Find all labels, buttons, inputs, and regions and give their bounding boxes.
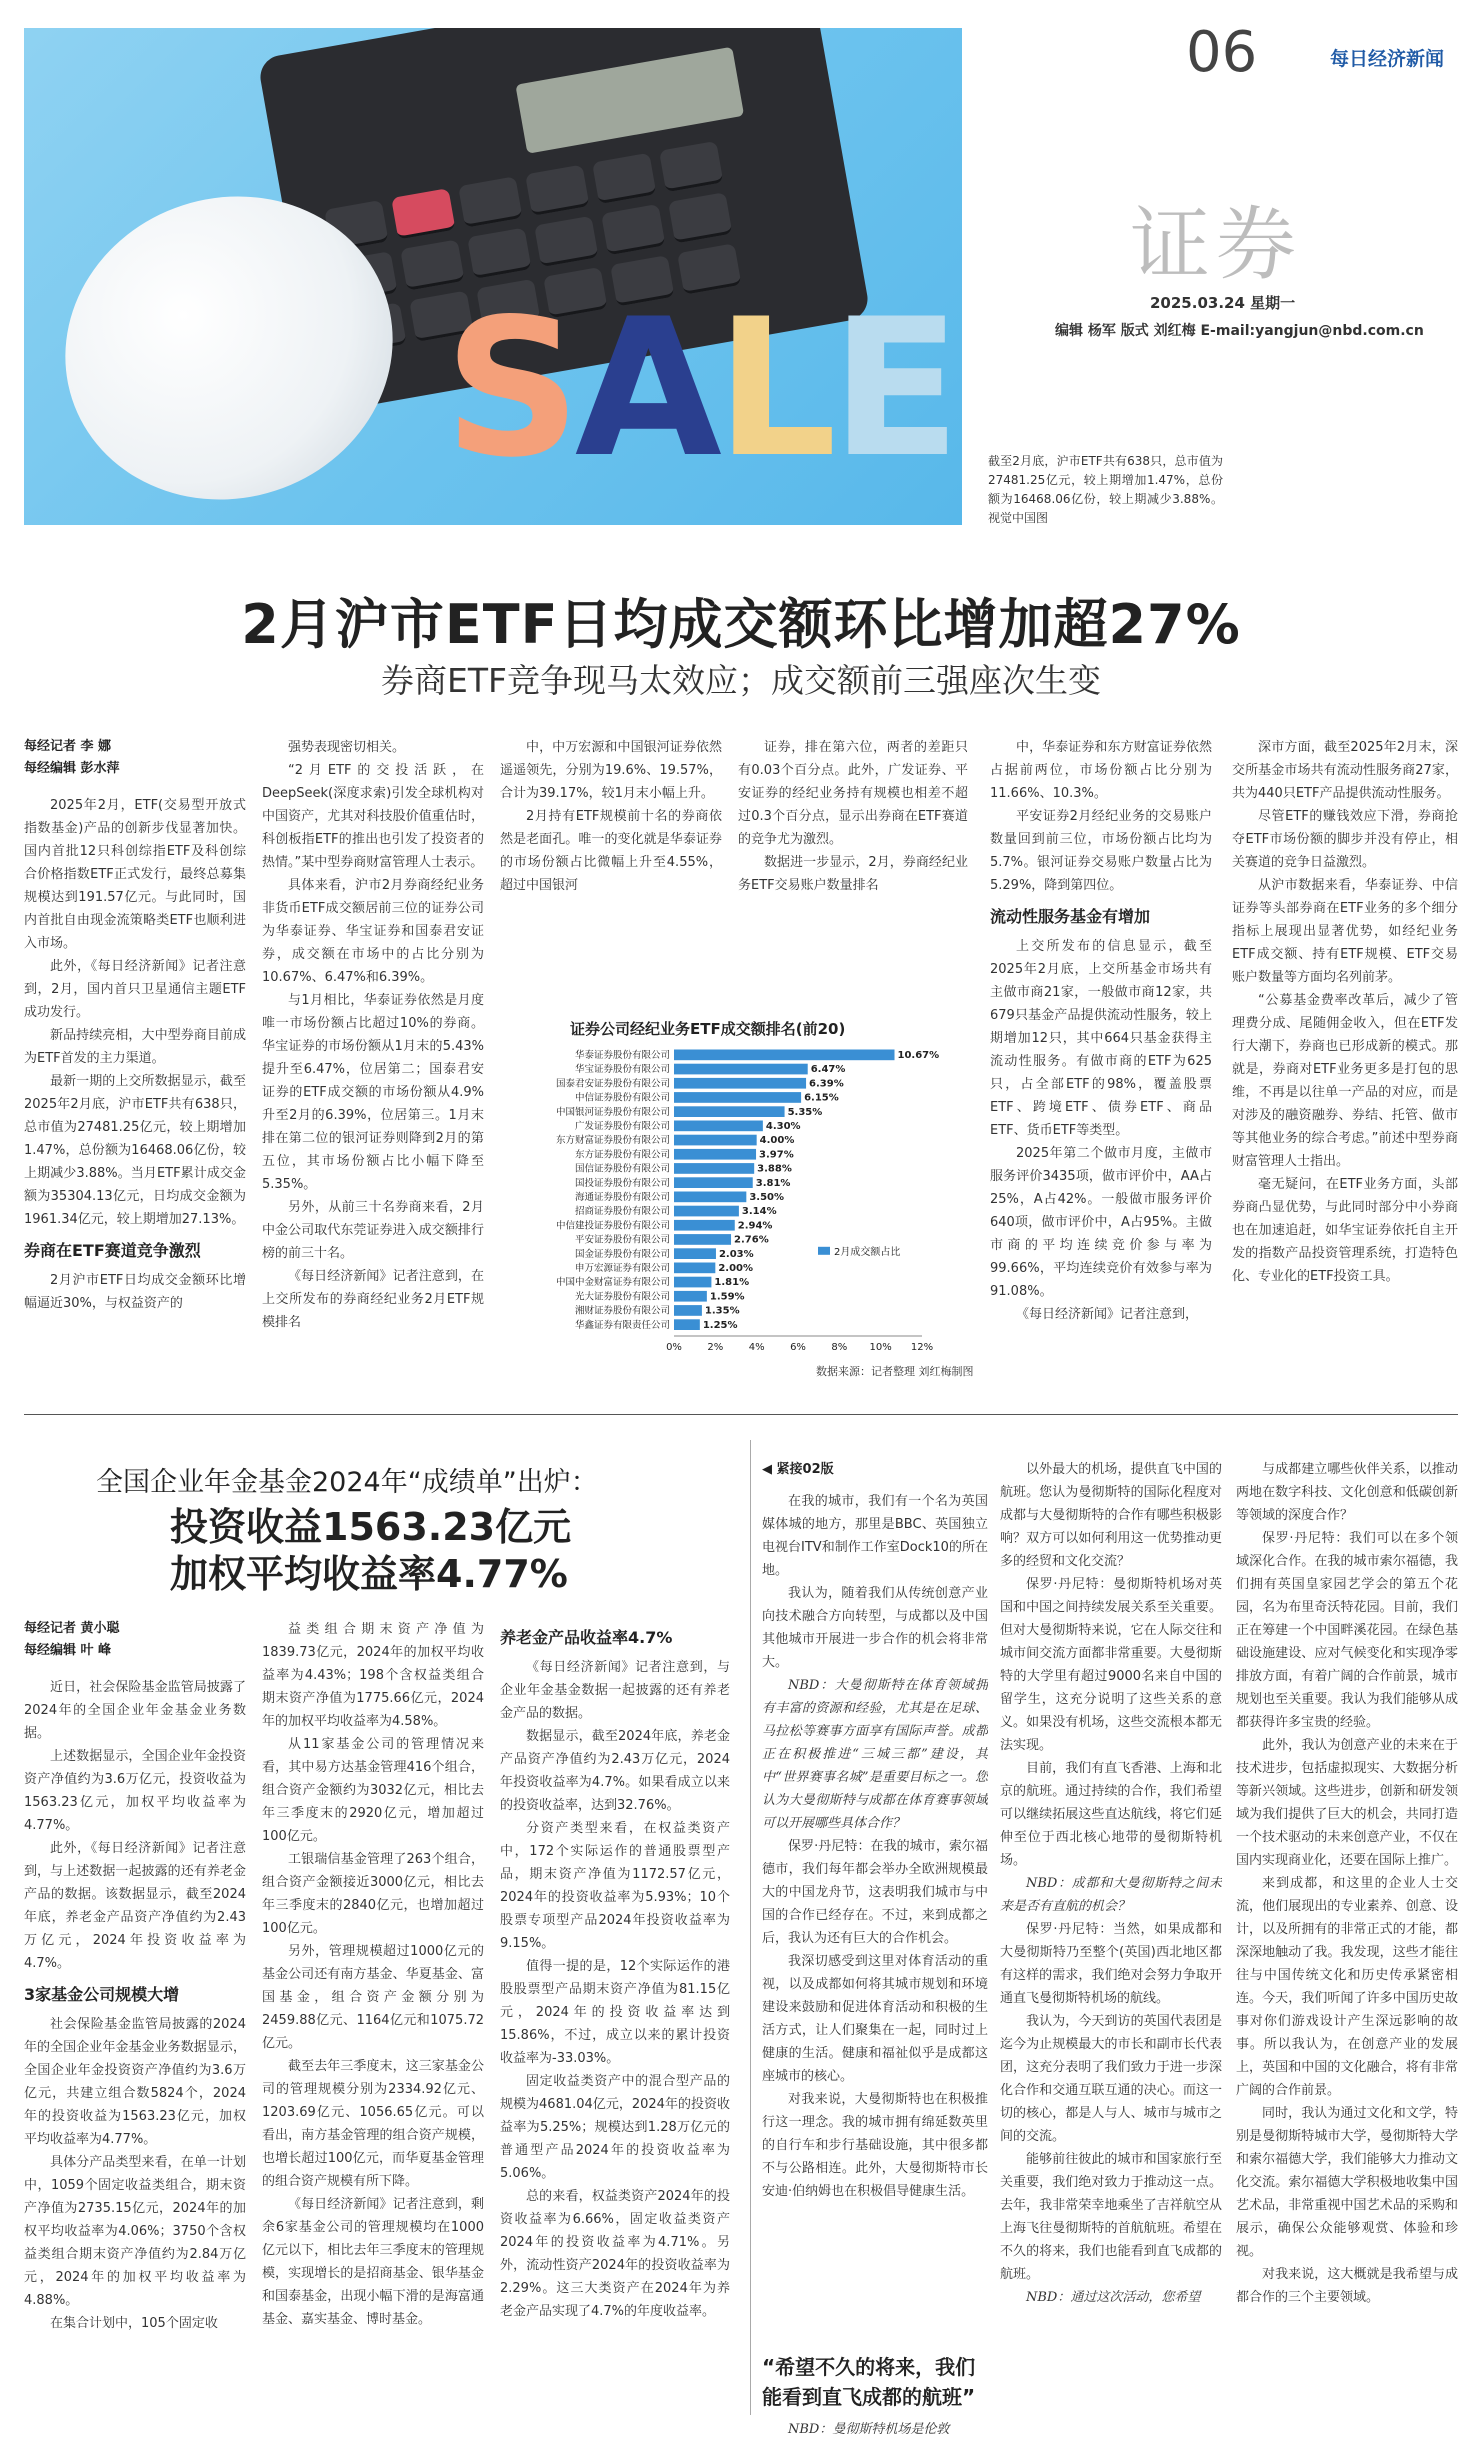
category-label: 国金证券股份有限公司 bbox=[574, 1248, 670, 1260]
bar bbox=[674, 1263, 715, 1274]
data-label: 3.97% bbox=[759, 1149, 794, 1161]
paragraph: 保罗·丹尼特：在我的城市，索尔福德市，我们每年都会举办全欧洲规模最大的中国龙舟节，这表明我们城市与中国的合作已经存在。不过，来到成都之后，我认为还有巨大的合作机会。 bbox=[762, 1839, 988, 1946]
category-label: 中国中金财富证券有限公司 bbox=[555, 1277, 670, 1289]
paragraph: 社会保险基金监管局披露的2024年的全国企业年金基金业务数据显示，全国企业年金投资资产净值约为3.6万亿元，共建立组合数5824个，2024年的投资收益为1563.23亿元，加权平均收益率为4.77%。 bbox=[24, 2017, 246, 2147]
category-label: 中国银河证券股份有限公司 bbox=[555, 1106, 670, 1118]
bar bbox=[674, 1206, 739, 1217]
bar bbox=[674, 1177, 753, 1188]
category-label: 中信证券股份有限公司 bbox=[574, 1092, 670, 1104]
paragraph: 对我来说，这大概就是我希望与成都合作的三个主要领域。 bbox=[1236, 2267, 1458, 2305]
paragraph: 强势表现密切相关。 bbox=[288, 740, 406, 755]
category-label: 东方证券股份有限公司 bbox=[574, 1149, 670, 1161]
data-label: 6.47% bbox=[810, 1064, 846, 1076]
data-label: 6.39% bbox=[809, 1078, 844, 1090]
paragraph: 固定收益类资产中的混合型产品的规模为4681.04亿元，2024年的投资收益率为5.25%；规模达到1.28万亿元的普通型产品2024年的投资收益率为5.06%。 bbox=[500, 2074, 730, 2181]
byline-reporter: 每经记者 李 娜 bbox=[24, 739, 112, 754]
paragraph: 2月持有ETF规模前十名的券商依然是老面孔。唯一的变化就是华泰证券的市场份额占比微幅上升至4.55%，超过中国银河 bbox=[500, 809, 722, 893]
data-label: 2.94% bbox=[737, 1220, 773, 1232]
bar bbox=[674, 1106, 785, 1117]
paragraph: 与1月相比，华泰证券依然是月度唯一市场份额占比超过10%的券商。华宝证券的市场份额从1月末的5.43%提升至6.47%，位居第二；国泰君安证券的ETF成交额的市场份额从4.9%升至2月的6.39%，位居第三。1月末排在第二位的银河证券则降到2月的第五位，其市场份额占比小幅下降至5.35%。 bbox=[262, 993, 484, 1192]
paragraph: 中，中万宏源和中国银河证券依然遥遥领先，分别为19.6%、19.57%，合计为39.17%，较1月末小幅上升。 bbox=[500, 740, 722, 801]
paragraph: 以外最大的机场，提供直飞中国的航班。您认为曼彻斯特的国际化程度对成都与大曼彻斯特的合作有哪些积极影响？双方可以如何利用这一优势推动更多的经贸和文化交流？ bbox=[1000, 1462, 1222, 1569]
paragraph: 我深切感受到这里对体育活动的重视，以及成都如何将其城市规划和环境建设来鼓励和促进体育活动和积极的生活方式，让人们聚集在一起，同时过上健康的生活。健康和福祉似乎是成都这座城市的核心。 bbox=[762, 1954, 988, 2084]
category-label: 光大证券股份有限公司 bbox=[574, 1291, 670, 1303]
paragraph: 上述数据显示，全国企业年金投资资产净值约为3.6万亿元，投资收益为1563.23亿元，加权平均收益率为4.77%。 bbox=[24, 1749, 246, 1833]
story-column-5 bbox=[990, 736, 1212, 1396]
pull-quote: “希望不久的将来，我们能看到直飞成都的航班” bbox=[762, 2355, 976, 2409]
bar bbox=[674, 1092, 801, 1103]
lower-column-1 bbox=[24, 1618, 246, 2418]
lower-column-4-end: NBD：曼彻斯特机场是伦敦 bbox=[788, 2422, 950, 2437]
lower-column-6 bbox=[1236, 1458, 1458, 2418]
legend-label: 2月成交额占比 bbox=[834, 1246, 901, 1258]
sale-letters: SALE bbox=[444, 278, 955, 499]
paragraph: 总的来看，权益类资产2024年的投资收益率为6.66%，固定收益类资产2024年的投资收益率为4.71%。另外，流动性资产2024年的投资收益率为2.29%。这三大类资产在2024年为养老金产品实现了4.7%的年度收益率。 bbox=[500, 2189, 730, 2319]
bar bbox=[674, 1078, 806, 1089]
paragraph: “2月ETF的交投活跃，在DeepSeek(深度求索)引发全球机构对中国资产，尤其对科技股价值重估时，科创板指ETF的推出也引发了投资者的热情。”某中型券商财富管理人士表示。 bbox=[262, 763, 484, 870]
sale-photo bbox=[24, 28, 962, 525]
data-label: 3.81% bbox=[755, 1177, 791, 1189]
story-column-1 bbox=[24, 736, 246, 1396]
paragraph: 具体分产品类型来看，在单一计划中，1059个固定收益类组合，期末资产净值为2735.15亿元，2024年的加权平均收益率为4.06%；3750个含权益类组合期末资产净值约为2.84万亿元，2024年的加权平均收益率为4.88%。 bbox=[24, 2155, 246, 2308]
paragraph: 从沪市数据来看，华泰证券、中信证券等头部券商在ETF业务的多个细分指标上展现出显著优势，如经纪业务ETF成交额、持有ETF规模、ETF交易账户数量等方面均名列前茅。 bbox=[1232, 878, 1458, 985]
category-label: 平安证券股份有限公司 bbox=[574, 1234, 670, 1246]
bar bbox=[674, 1192, 746, 1203]
paragraph: 近日，社会保险基金监管局披露了2024年的全国企业年金基金业务数据。 bbox=[24, 1680, 246, 1741]
bar bbox=[674, 1248, 716, 1259]
data-label: 1.59% bbox=[709, 1291, 745, 1303]
byline-reporter: 每经记者 黄小聪 bbox=[24, 1621, 120, 1636]
category-label: 湘财证券股份有限公司 bbox=[574, 1305, 670, 1317]
category-label: 华鑫证券有限责任公司 bbox=[574, 1319, 670, 1331]
paragraph: 数据显示，截至2024年底，养老金产品资产净值约为2.43万亿元，2024年投资收益率为4.7%。如果看成立以来的投资收益率，达到32.76%。 bbox=[500, 1729, 730, 1813]
data-label: 3.50% bbox=[749, 1192, 785, 1203]
byline-editor: 每经编辑 彭水萍 bbox=[24, 761, 120, 776]
paragraph: 《每日经济新闻》记者注意到，与企业年金基金数据一起披露的还有养老金产品的数据。 bbox=[500, 1660, 730, 1721]
data-label: 3.88% bbox=[757, 1163, 792, 1175]
paragraph: 从11家基金公司的管理情况来看，其中易方达基金管理416个组合，组合资产金额约为3032亿元，相比去年三季度末的2920亿元，增加超过100亿元。 bbox=[262, 1737, 484, 1844]
paragraph: 数据进一步显示，2月，券商经纪业务ETF交易账户数量排名 bbox=[738, 855, 968, 893]
section-title: 证券 bbox=[1130, 198, 1302, 291]
paragraph: 2025年第二个做市月度，主做市服务评价3435项，做市评价中，AA占25%，A占42%。一般做市服务评价640项，做市评价中，A占95%。主做市商的平均连续竞价参与率为99.66%，平均连续竞价有效参与率为91.08%。 bbox=[990, 1146, 1212, 1299]
tick-label: 4% bbox=[748, 1342, 765, 1353]
bar bbox=[674, 1135, 757, 1146]
paragraph: 同时，我认为通过文化和文学，特别是曼彻斯特城市大学，曼彻斯特大学和索尔福德大学，我们能够大力推动文化交流。索尔福德大学积极地收集中国艺术品，非常重视中国艺术品的采购和展示，确保公众能够观赏、体验和珍视。 bbox=[1236, 2106, 1458, 2259]
tick-label: 10% bbox=[869, 1342, 892, 1353]
paragraph: 另外，从前三十名券商来看，2月中金公司取代东莞证券进入成交额排行榜的前三十名。 bbox=[262, 1200, 484, 1261]
subsection-title: 券商在ETF赛道竞争激烈 bbox=[24, 1241, 201, 1260]
paragraph: 在我的城市，我们有一个名为英国媒体城的地方，那里是BBC、英国独立电视台ITV和制作工作室Dock10的所在地。 bbox=[762, 1494, 988, 1578]
category-label: 华宝证券股份有限公司 bbox=[574, 1064, 670, 1076]
photo-caption: 截至2月底，沪市ETF共有638只，总市值为27481.25亿元，较上期增加1.47%，总份额为16468.06亿份，较上期减少3.88%。 视觉中国图 bbox=[988, 454, 1223, 525]
paragraph: 此外，我认为创意产业的未来在于技术进步，包括虚拟现实、大数据分析等新兴领域。这些进步，创新和研发领域为我们提供了巨大的机会，共同打造一个技术驱动的未来创意产业，不仅在国内实现商业化，还要在国际上推广。 bbox=[1236, 1738, 1458, 1868]
page-number: 06 bbox=[1186, 20, 1258, 85]
data-label: 1.81% bbox=[714, 1277, 750, 1289]
dateline: 2025.03.24 星期一 bbox=[1150, 294, 1296, 312]
data-label: 2.03% bbox=[718, 1248, 754, 1260]
paragraph: 我认为，随着我们从传统创意产业向技术融合方向转型，与成都以及中国其他城市开展进一步合作的机会将非常大。 bbox=[762, 1586, 988, 1670]
paragraph: 最新一期的上交所数据显示，截至2025年2月底，沪市ETF共有638只，总市值为27481.25亿元，较上期增加1.47%，总份额为16468.06亿份，较上期减少3.88%。当月ETF累计成交金额为35304.13亿元，日均成交金额为1961.34亿元，较上期增加27.13%。 bbox=[24, 1074, 246, 1227]
paragraph: 保罗·丹尼特：我们可以在多个领域深化合作。在我的城市索尔福德，我们拥有英国皇家园艺学会的第五个花园，名为布里奇沃特花园。目前，我们正在筹建一个中国畔溪花园。在绿色基础设施建设、应对气候变化和实现净零排放方面，有着广阔的合作前景，城市规划也至关重要。我认为我们能够从成都获得许多宝贵的经验。 bbox=[1236, 1531, 1458, 1730]
bar bbox=[674, 1050, 895, 1061]
tick-label: 8% bbox=[831, 1342, 848, 1353]
paragraph: 2025年2月，ETF(交易型开放式指数基金)产品的创新步伐显著加快。国内首批12只科创综指ETF及科创综合价格指数ETF正式发行，最终总募集规模达到191.57亿元。与此同时，国内首批自由现金流策略类ETF也顺利进入市场。 bbox=[24, 798, 246, 951]
story-column-2 bbox=[262, 736, 484, 1396]
story-column-3 bbox=[500, 736, 722, 1014]
category-label: 招商证券股份有限公司 bbox=[574, 1206, 670, 1218]
lower-column-2 bbox=[262, 1618, 484, 2418]
paragraph: 在集合计划中，105个固定收 bbox=[50, 2316, 218, 2331]
paragraph: 我认为，今天到访的英国代表团是迄今为止规模最大的市长和副市长代表团，这充分表明了我们致力于进一步深化合作和交通互联互通的决心。而这一切的核心，都是人与人、城市与城市之间的交流。 bbox=[1000, 2014, 1222, 2144]
column-divider bbox=[750, 1440, 751, 2415]
data-label: 6.15% bbox=[804, 1092, 839, 1104]
category-label: 广发证券股份有限公司 bbox=[574, 1121, 670, 1132]
data-label: 2.76% bbox=[734, 1234, 769, 1246]
paragraph: 截至去年三季度末，这三家基金公司的管理规模分别为2334.92亿元、1203.69亿元、1056.65亿元。可以看出，南方基金管理的组合资产规模，也增长超过100亿元，而华夏基金管理的组合资产规模有所下降。 bbox=[262, 2059, 484, 2189]
tick-label: 6% bbox=[790, 1342, 806, 1353]
data-label: 2.00% bbox=[718, 1263, 754, 1274]
paragraph: 尽管ETF的赚钱效应下滑，券商抢夺ETF市场份额的脚步并没有停止，相关赛道的竞争日益激烈。 bbox=[1232, 809, 1458, 870]
paragraph: 2月沪市ETF日均成交金额环比增幅逼近30%，与权益资产的 bbox=[24, 1273, 246, 1311]
lower-kicker: 全国企业年金基金2024年“成绩单”出炉： bbox=[96, 1467, 598, 1498]
etf-ranking-chart bbox=[502, 1042, 982, 1362]
paragraph: 工银瑞信基金管理了263个组合，组合资产金额接近3000亿元，相比去年三季度末的2840亿元，也增加超过100亿元。 bbox=[262, 1852, 484, 1936]
bar bbox=[674, 1319, 700, 1330]
paragraph: 值得一提的是，12个实际运作的港股股票型产品期末资产净值为81.15亿元，2024年的投资收益率达到15.86%，不过，成立以来的累计投资收益率为-33.03%。 bbox=[500, 1959, 730, 2066]
paragraph: 来到成都，和这里的企业人士交流，他们展现出的专业素养、创意、设计，以及所拥有的非常正式的才能，都深深地触动了我。我发现，这些才能往往与中国传统文化和历史传承紧密相连。今天，我们听闻了许多中国历史故事对你们游戏设计产生深远影响的故事。所以我认为，在创意产业的发展上，英国和中国的文化融合，将有非常广阔的合作前景。 bbox=[1236, 1876, 1458, 2098]
paragraph: 《每日经济新闻》记者注意到，剩余6家基金公司的管理规模均在1000亿元以下，相比去年三季度末的管理规模，实现增长的是招商基金、银华基金和国泰基金，出现小幅下滑的是海富通基金、嘉实基金、博时基金。 bbox=[262, 2197, 484, 2327]
category-label: 中信建投证券股份有限公司 bbox=[555, 1220, 670, 1232]
bar bbox=[674, 1291, 707, 1302]
paragraph: 深市方面，截至2025年2月末，深交所基金市场共有流动性服务商27家，共为440只ETF产品提供流动性服务。 bbox=[1232, 740, 1458, 801]
category-label: 华泰证券股份有限公司 bbox=[574, 1050, 670, 1061]
paragraph: 分资产类型来看，在权益类资产中，172个实际运作的普通股票型产品，期末资产净值为1172.57亿元，2024年的投资收益率为5.93%；10个股票专项型产品2024年投资收益率为9.15%。 bbox=[500, 1821, 730, 1951]
paragraph: 上交所发布的信息显示，截至2025年2月底，上交所基金市场共有主做市商21家，一般做市商12家，共679只基金产品提供流动性服务，较上期增加12只，其中664只基金获得主流动性服务。有做市商的ETF为625只，占全部ETF的98%，覆盖股票ETF、跨境ETF、债券ETF、商品ETF、货币ETF等类型。 bbox=[990, 939, 1212, 1138]
category-label: 国投证券股份有限公司 bbox=[574, 1177, 670, 1189]
category-label: 国信证券股份有限公司 bbox=[574, 1163, 670, 1175]
tick-label: 12% bbox=[910, 1342, 934, 1353]
paragraph: 对我来说，大曼彻斯特也在积极推行这一理念。我的城市拥有绵延数英里的自行车和步行基础设施，其中很多都不与公路相连。此外，大曼彻斯特市长安迪·伯纳姆也在积极倡导健康生活。 bbox=[762, 2092, 988, 2199]
paragraph: “公募基金费率改革后，减少了管理费分成、尾随佣金收入，但在ETF发行大潮下，券商也已形成新的模式。那就是，券商对ETF业务更多是打包的思维，不再是以往单一产品的对应，而是对涉及的融资融券、券结、托管、做市等其他业务的综合考虑。”前述中型券商财富管理人士指出。 bbox=[1232, 993, 1458, 1169]
section-divider bbox=[24, 1414, 1458, 1415]
data-label: 5.35% bbox=[787, 1106, 823, 1118]
bar bbox=[674, 1149, 756, 1160]
paragraph: 具体来看，沪市2月券商经纪业务非货币ETF成交额居前三位的证券公司为华泰证券、华宝证券和国泰君安证券，成交额在市场中的占比分别为10.67%、6.47%和6.39%。 bbox=[262, 878, 484, 985]
jump-line: ◀ 紧接02版 bbox=[762, 1462, 834, 1477]
tick-label: 0% bbox=[666, 1342, 682, 1353]
tick-label: 2% bbox=[707, 1342, 724, 1353]
paragraph: 另外，管理规模超过1000亿元的基金公司还有南方基金、华夏基金、富国基金，组合资产金额分别为2459.88亿元、1164亿元和1075.72亿元。 bbox=[262, 1944, 484, 2051]
subsection-title: 3家基金公司规模大增 bbox=[24, 1985, 180, 2004]
chart-title: 证券公司经纪业务ETF成交额排名(前20) bbox=[570, 1020, 846, 1038]
main-subhead: 券商ETF竞争现马太效应；成交额前三强座次生变 bbox=[381, 661, 1101, 700]
subsection-title: 流动性服务基金有增加 bbox=[990, 907, 1151, 926]
paragraph: 新品持续亮相，大中型券商目前成为ETF首发的主力渠道。 bbox=[24, 1028, 246, 1066]
category-label: 国泰君安证券股份有限公司 bbox=[555, 1078, 670, 1090]
bar bbox=[674, 1163, 754, 1174]
data-label: 4.00% bbox=[759, 1135, 795, 1147]
data-label: 10.67% bbox=[897, 1050, 940, 1061]
data-label: 3.14% bbox=[741, 1206, 777, 1218]
bar bbox=[674, 1121, 763, 1132]
paragraph: 毫无疑问，在ETF业务方面，头部券商凸显优势，与此同时部分中小券商也在加速追赶，如华宝证券依托自主开发的指数产品投资管理系统，打造特色化、专业化的ETF投资工具。 bbox=[1232, 1177, 1458, 1284]
story-column-4 bbox=[738, 736, 968, 1014]
data-label: 1.35% bbox=[704, 1305, 740, 1317]
paragraph: 中，华泰证券和东方财富证券依然占据前两位，市场份额占比分别为11.66%、10.3%。 bbox=[990, 740, 1212, 801]
paragraph: 《每日经济新闻》记者注意到， bbox=[1016, 1307, 1199, 1322]
paragraph: NBD：通过这次活动，您希望 bbox=[1026, 2290, 1201, 2305]
data-label: 4.30% bbox=[765, 1121, 801, 1132]
paragraph: 益类组合期末资产净值为1839.73亿元，2024年的加权平均收益率为4.43%；198个含权益类组合期末资产净值为1775.66亿元，2024年的加权平均收益率为4.58%。 bbox=[262, 1622, 484, 1729]
lower-column-4 bbox=[762, 1490, 988, 2346]
lower-headline-1: 投资收益1563.23亿元 bbox=[170, 1505, 572, 1549]
editor-credits: 编辑 杨军 版式 刘红梅 E-mail:yangjun@nbd.com.cn bbox=[1055, 323, 1424, 339]
paragraph: 能够前往彼此的城市和国家旅行至关重要，我们绝对致力于推动这一点。去年，我非常荣幸地乘坐了吉祥航空从上海飞往曼彻斯特的首航航班。希望在不久的将来，我们也能看到直飞成都的航班。 bbox=[1000, 2152, 1222, 2282]
bar bbox=[674, 1064, 808, 1075]
paper-name: 每日经济新闻 bbox=[1330, 48, 1445, 70]
paragraph: 此外，《每日经济新闻》记者注意到，2月，国内首只卫星通信主题ETF成功发行。 bbox=[24, 959, 246, 1020]
category-label: 海通证券股份有限公司 bbox=[574, 1192, 670, 1203]
bar bbox=[674, 1234, 731, 1245]
main-headline: 2月沪市ETF日均成交额环比增加超27% bbox=[241, 593, 1241, 656]
category-label: 东方财富证券股份有限公司 bbox=[555, 1135, 670, 1147]
paragraph: 《每日经济新闻》记者注意到，在上交所发布的券商经纪业务2月ETF规模排名 bbox=[262, 1269, 484, 1330]
story-column-6 bbox=[1232, 736, 1458, 1396]
bar bbox=[674, 1305, 702, 1316]
paragraph: 与成都建立哪些伙伴关系，以推动两地在数字科技、文化创意和低碳创新等领域的深度合作？ bbox=[1236, 1462, 1458, 1523]
paragraph: NBD：成都和大曼彻斯特之间未来是否有直航的机会？ bbox=[1000, 1876, 1222, 1914]
paragraph: 证券，排在第六位，两者的差距只有0.03个百分点。此外，广发证券、平安证券的经纪业务持有规模也相差不超过0.3个百分点，显示出券商在ETF赛道的竞争尤为激烈。 bbox=[738, 740, 968, 847]
lower-headline-2: 加权平均收益率4.77% bbox=[170, 1552, 568, 1596]
subsection-title: 养老金产品收益率4.7% bbox=[500, 1628, 673, 1647]
category-label: 申万宏源证券有限公司 bbox=[574, 1263, 670, 1274]
lower-column-3 bbox=[500, 1618, 730, 2418]
paragraph: NBD：大曼彻斯特在体育领域拥有丰富的资源和经验，尤其是在足球、马拉松等赛事方面享有国际声誉。成都正在积极推进“三城三都”建设，其中“世界赛事名城”是重要目标之一。您认为大曼彻斯特与成都在体育赛事领域可以开展哪些具体合作？ bbox=[762, 1678, 988, 1831]
bar bbox=[674, 1220, 735, 1231]
byline-editor: 每经编辑 叶 峰 bbox=[24, 1643, 112, 1658]
paragraph: 保罗·丹尼特：曼彻斯特机场对英国和中国之间持续发展关系至关重要。但对大曼彻斯特来说，它在人际交往和城市间交流方面都非常重要。大曼彻斯特的大学里有超过9000名来自中国的留学生，这充分说明了这些关系的意义。如果没有机场，这些交流根本都无法实现。 bbox=[1000, 1577, 1222, 1753]
legend-swatch bbox=[818, 1247, 830, 1255]
lower-column-5 bbox=[1000, 1458, 1222, 2418]
bar bbox=[674, 1277, 711, 1288]
data-label: 1.25% bbox=[702, 1319, 738, 1331]
chart-source: 数据来源：记者整理 刘红梅制图 bbox=[816, 1365, 974, 1378]
paragraph: 保罗·丹尼特：当然，如果成都和大曼彻斯特乃至整个(英国)西北地区都有这样的需求，我们绝对会努力争取开通直飞曼彻斯特机场的航线。 bbox=[1000, 1922, 1222, 2006]
paragraph: 此外，《每日经济新闻》记者注意到，与上述数据一起披露的还有养老金产品的数据。该数据显示，截至2024年底，养老金产品资产净值约为2.43万亿元，2024年投资收益率为4.7%。 bbox=[24, 1841, 246, 1971]
paragraph: 平安证券2月经纪业务的交易账户数量回到前三位，市场份额占比均为5.7%。银河证券交易账户数量占比为5.29%，降到第四位。 bbox=[990, 809, 1212, 893]
paragraph: 目前，我们有直飞香港、上海和北京的航班。通过持续的合作，我们希望可以继续拓展这些直达航线，将它们延伸至位于西北核心地带的曼彻斯特机场。 bbox=[1000, 1761, 1222, 1868]
